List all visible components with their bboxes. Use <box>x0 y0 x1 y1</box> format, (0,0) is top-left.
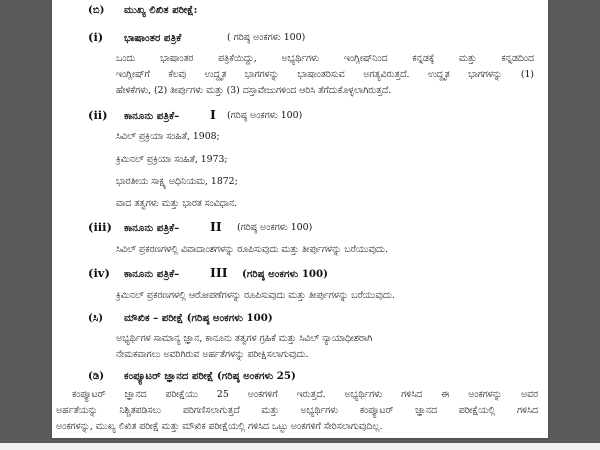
item-ii-title: ಕಾನೂನು ಪತ್ರಿಕೆ– <box>124 110 180 122</box>
item-i-line-3: ಹೇಳಿಕೆಗಳು, (2) ತೀರ್ಪುಗಳು ಮತ್ತು (3) ದಸ್ತಾವೇಜುಗಳಿಂದ ಆರಿಸಿ ತೆಗೆದುಕೊಳ್ಳಲಾಗಿರುತ್ತದೆ. <box>116 85 392 96</box>
item-iv-title: ಕಾನೂನು ಪತ್ರಿಕೆ– <box>124 268 180 280</box>
item-iii-line-1: ಸಿವಿಲ್ ಪ್ರಕರಣಗಳಲ್ಲಿ ವಿವಾದಾಂಶಗಳನ್ನು ರೂಪಿಸುವುದು ಮತ್ತು ತೀರ್ಪುಗಳನ್ನು ಬರೆಯುವುದು. <box>116 244 388 255</box>
item-iv-number: (iv) <box>88 266 110 280</box>
item-i-marks: ( ಗರಿಷ್ಠ ಅಂಕಗಳು 100) <box>227 32 306 43</box>
item-i-line-2: ಇಂಗ್ಲೀಷ್‌ಗೆ ಕೆಲವು ಉದ್ದೃತ ಭಾಗಗಳನ್ನು ಭಾಷಾಂತರಿಸುವ ಅಗತ್ಯವಿರುತ್ತದೆ. ಉದ್ದೃತ ಭಾಗಗಳನ್ನು (1) <box>116 69 534 80</box>
item-ii-number: (ii) <box>88 108 108 122</box>
section-b-label: (ಬಿ) <box>88 4 105 16</box>
item-iii-roman: II <box>210 219 222 234</box>
item-ii-roman: I <box>210 107 216 122</box>
section-c-label: (ಸಿ) <box>88 312 104 324</box>
item-i-title: ಭಾಷಾಂತರ ಪತ್ರಿಕೆ <box>124 32 182 44</box>
item-iii-marks: (ಗರಿಷ್ಠ ಅಂಕಗಳು 100) <box>237 222 313 233</box>
item-ii-marks: (ಗರಿಷ್ಠ ಅಂಕಗಳು 100) <box>227 110 303 121</box>
document-page <box>52 0 548 438</box>
item-ii-line-1: ಸಿವಿಲ್ ಪ್ರಕ್ರಿಯಾ ಸಂಹಿತೆ, 1908; <box>116 131 220 142</box>
section-c-line-2: ನೇಮಕವಾಗಲು ಅವರಿಗಿರುವ ಅರ್ಹತೆಗಳನ್ನು ಪರೀಕ್ಷಿಸಲಾಗುವುದು. <box>116 349 309 360</box>
item-ii-line-3: ಭಾರತೀಯ ಸಾಕ್ಷ್ಯ ಅಧಿನಿಯಮ, 1872; <box>116 176 238 187</box>
item-ii-line-2: ಕ್ರಿಮಿನಲ್ ಪ್ರಕ್ರಿಯಾ ಸಂಹಿತೆ, 1973; <box>116 154 228 165</box>
item-i-line-1: ಒಂದು ಭಾಷಾಂತರ ಪತ್ರಿಕೆಯಿದ್ದು, ಅಭ್ಯರ್ಥಿಗಳು ಇಂಗ್ಲೀಷ್‌ನಿಂದ ಕನ್ನಡಕ್ಕೆ ಮತ್ತು ಕನ್ನಡದಿಂದ <box>116 53 534 64</box>
section-d-label: (ಡಿ) <box>88 370 105 382</box>
section-d-line-1: ಕಂಪ್ಯೂಟರ್ ಜ್ಞಾನದ ಪರೀಕ್ಷೆಯು 25 ಅಂಕಗಳಿಗೆ ಇರುತ್ತದೆ. ಅಭ್ಯರ್ಥಿಗಳು ಗಳಿಸಿದ ಈ ಅಂಕಗಳನ್ನು ಅವರ <box>72 389 538 400</box>
item-iv-marks: (ಗರಿಷ್ಠ ಅಂಕಗಳು 100) <box>242 268 328 280</box>
item-iv-roman: III <box>210 265 228 280</box>
section-d-line-2: ಅರ್ಹತೆಯನ್ನು ನಿಶ್ಚಿತಪಡಿಸಲು ಪರಿಗಣಿಸಲಾಗುತ್ತದೆ ಮತ್ತು ಅಭ್ಯರ್ಥಿಗಳು ಕಂಪ್ಯೂಟರ್ ಜ್ಞಾನದ ಪರೀಕ್ಷೆಯಲ್ಲಿ ಗಳಿಸಿದ <box>56 405 538 416</box>
item-iii-number: (iii) <box>88 220 112 234</box>
section-c-title: ಮೌಖಿಕ – ಪರೀಕ್ಷೆ (ಗರಿಷ್ಠ ಅಂಕಗಳು 100) <box>124 312 273 324</box>
section-b-title: ಮುಖ್ಯ ಲಿಖಿತ ಪರೀಕ್ಷೆ: <box>124 4 198 16</box>
item-iv-line-1: ಕ್ರಿಮಿನಲ್ ಪ್ರಕರಣಗಳಲ್ಲಿ ಆರೋಪಣೆಗಳನ್ನು ರೂಪಿಸುವುದು ಮತ್ತು ತೀರ್ಪುಗಳನ್ನು ಬರೆಯುವುದು. <box>116 290 395 301</box>
section-d-line-3: ಅಂಕಗಳನ್ನು, ಮುಖ್ಯ ಲಿಖಿತ ಪರೀಕ್ಷೆ ಮತ್ತು ಮೌಖಿಕ ಪರೀಕ್ಷೆಯಲ್ಲಿ ಗಳಿಸಿದ ಒಟ್ಟು ಅಂಕಗಳಿಗೆ ಸೇರಿಸಲಾಗುವುದಿಲ್ಲ. <box>56 421 383 432</box>
item-iii-title: ಕಾನೂನು ಪತ್ರಿಕೆ– <box>124 222 180 234</box>
item-i-number: (i) <box>88 30 104 44</box>
viewer-bottom-bar <box>0 443 600 450</box>
item-ii-line-4: ವಾದ ತತ್ವಗಳು ಮತ್ತು ಭಾರತ ಸಂವಿಧಾನ. <box>116 198 238 209</box>
section-c-line-1: ಅಭ್ಯರ್ಥಿಗಳ ಸಾಮಾನ್ಯ ಜ್ಞಾನ, ಕಾನೂನು ತತ್ವಗಳ ಗ್ರಹಿಕೆ ಮತ್ತು ಸಿವಿಲ್ ನ್ಯಾಯಾಧೀಶರಾಗಿ <box>116 333 373 344</box>
section-d-title: ಕಂಪ್ಯೂಟರ್ ಜ್ಞಾನದ ಪರೀಕ್ಷೆ (ಗರಿಷ್ಠ ಅಂಕಗಳು 25) <box>124 370 296 382</box>
